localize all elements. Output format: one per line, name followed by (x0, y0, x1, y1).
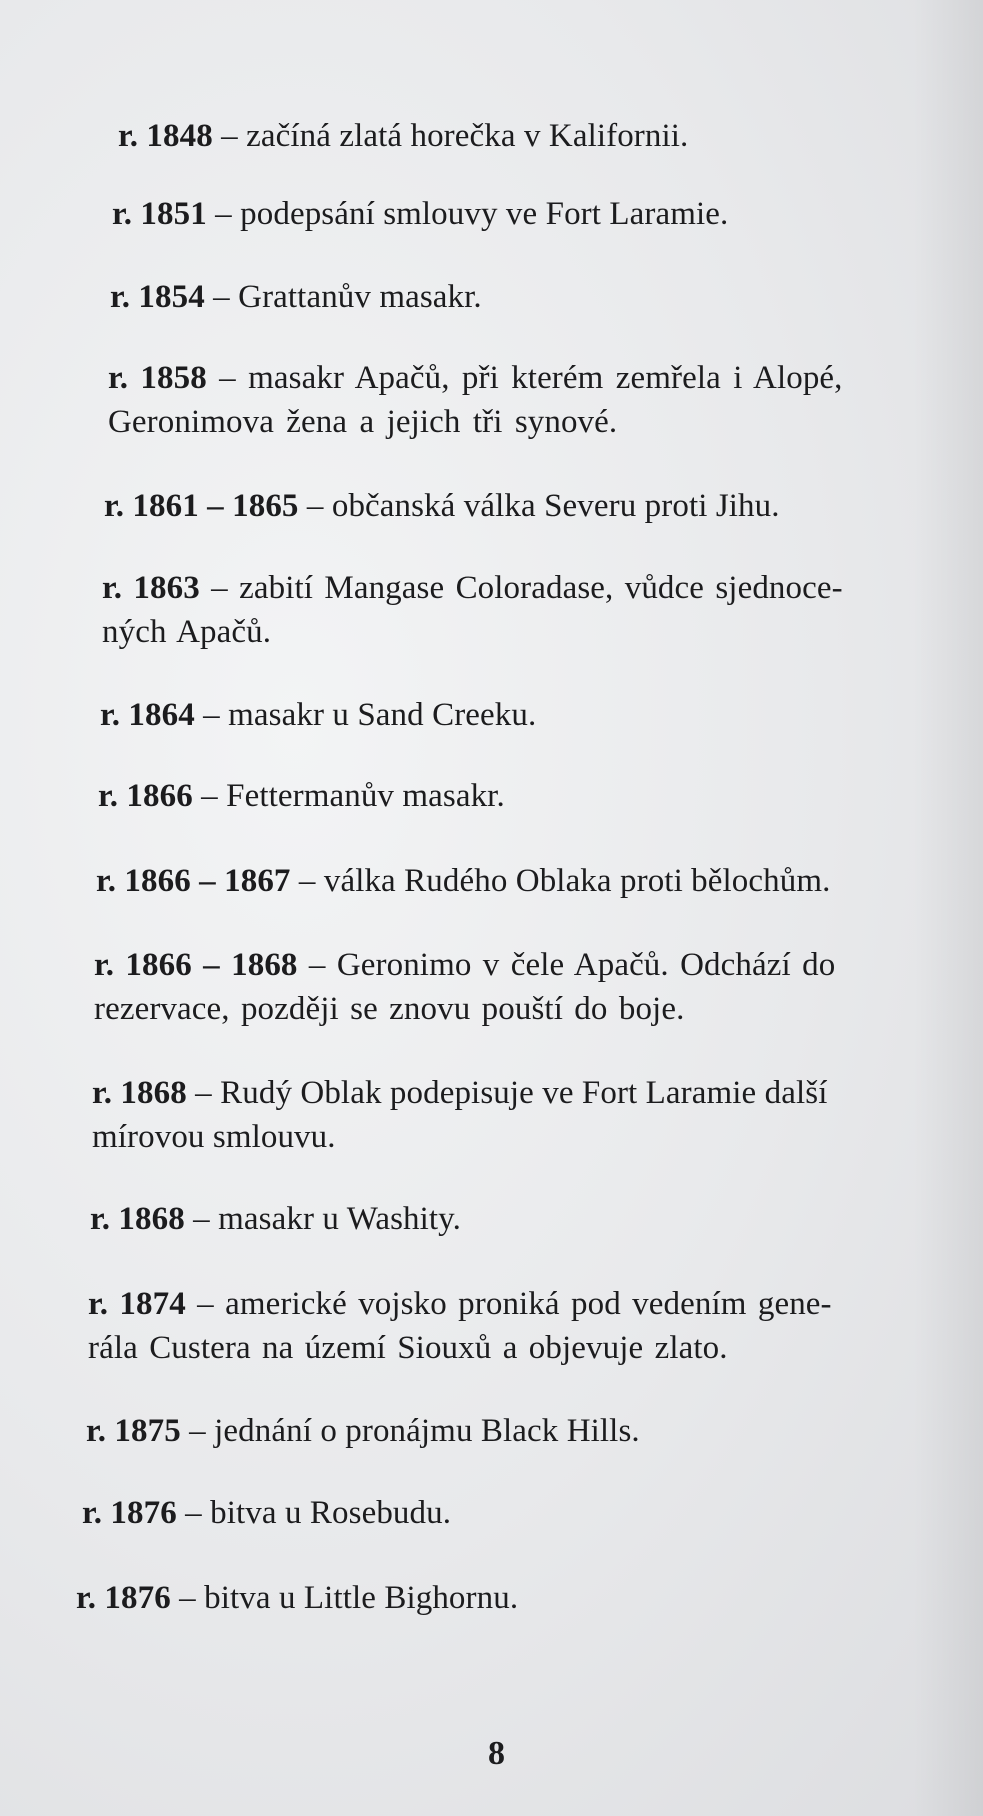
entry-text: masakr u Sand Creeku. (228, 697, 537, 733)
entry-text-continued: rála Custera na území Siouxů a objevuje zlato. (88, 1330, 728, 1366)
entry-text: Rudý Oblak podepisuje ve Fort Laramie další (220, 1075, 828, 1111)
entry-text: válka Rudého Oblaka proti bělochům. (323, 863, 831, 899)
entry-text: Geronimo v čele Apačů. Odchází do (336, 947, 836, 983)
entry-year: r. 1876 (76, 1580, 171, 1616)
entry-year: r. 1866 (98, 778, 193, 814)
timeline-entry (86, 1409, 640, 1453)
entry-year: r. 1866 – 1868 (94, 947, 298, 983)
entry-year: r. 1848 (118, 118, 213, 154)
timeline-entry (82, 1491, 451, 1535)
entry-year: r. 1858 (108, 360, 207, 396)
entry-year: r. 1876 (82, 1495, 177, 1531)
entry-separator: – (204, 279, 239, 315)
entry-year: r. 1854 (110, 279, 205, 315)
timeline-entry (96, 859, 830, 903)
timeline-entry (100, 693, 536, 737)
entry-text: Fettermanův masakr. (226, 778, 505, 814)
entry-text: občanská válka Severu proti Jihu. (331, 488, 780, 524)
entry-separator: – (170, 1580, 205, 1616)
entry-separator: – (185, 1286, 226, 1322)
timeline-entry (94, 943, 835, 1031)
entry-year: r. 1868 (92, 1075, 187, 1111)
entry-text-continued: ných Apačů. (102, 614, 272, 650)
entry-text: Grattanův masakr. (238, 279, 482, 315)
entry-text: americké vojsko proniká pod vedením gene- (225, 1286, 832, 1322)
timeline-entry (110, 275, 482, 319)
entry-year: r. 1866 – 1867 (96, 863, 291, 899)
entry-separator: – (194, 697, 229, 733)
timeline-entry (76, 1576, 518, 1620)
entry-separator: – (176, 1495, 211, 1531)
entry-text: podepsání smlouvy ve Fort Laramie. (240, 196, 729, 232)
entry-text-continued: Geronimova žena a jejich tři synové. (108, 404, 618, 440)
entry-text: bitva u Rosebudu. (210, 1495, 452, 1531)
entry-text-continued: rezervace, později se znovu pouští do boje. (94, 991, 685, 1027)
entry-separator: – (290, 863, 324, 899)
timeline-entry (104, 484, 780, 528)
entry-year: r. 1863 (102, 570, 200, 606)
timeline-entry (112, 192, 728, 236)
entry-text: masakr u Washity. (218, 1201, 461, 1237)
entry-separator: – (186, 1075, 221, 1111)
entry-separator: – (192, 778, 227, 814)
entry-text: zabití Mangase Coloradase, vůdce sjednoce- (239, 570, 843, 606)
entry-separator: – (206, 360, 249, 396)
entry-year: r. 1861 – 1865 (104, 488, 299, 524)
entry-text-continued: mírovou smlouvu. (92, 1119, 336, 1155)
timeline-entry (88, 1282, 832, 1370)
entry-separator: – (180, 1413, 215, 1449)
timeline-entry (90, 1197, 461, 1241)
entry-year: r. 1851 (112, 196, 207, 232)
entry-year: r. 1868 (90, 1201, 185, 1237)
page-gutter-shadow (913, 0, 983, 1816)
timeline-entry (92, 1071, 827, 1159)
entry-separator: – (199, 570, 240, 606)
page-number: 8 (488, 1735, 505, 1772)
entry-separator: – (206, 196, 241, 232)
entry-separator: – (212, 118, 247, 154)
entry-text: jednání o pronájmu Black Hills. (214, 1413, 640, 1449)
entry-separator: – (298, 488, 332, 524)
entry-year: r. 1864 (100, 697, 195, 733)
entry-text: bitva u Little Bighornu. (204, 1580, 519, 1616)
entry-separator: – (297, 947, 337, 983)
timeline-entry (98, 774, 505, 818)
entry-year: r. 1874 (88, 1286, 186, 1322)
entry-text: masakr Apačů, při kterém zemřela i Alopé, (248, 360, 843, 396)
entry-text: začíná zlatá horečka v Kalifornii. (246, 118, 689, 154)
timeline-entry (118, 114, 688, 158)
timeline-entry (102, 566, 843, 654)
entry-year: r. 1875 (86, 1413, 181, 1449)
entry-separator: – (184, 1201, 219, 1237)
timeline-entry (108, 356, 843, 444)
